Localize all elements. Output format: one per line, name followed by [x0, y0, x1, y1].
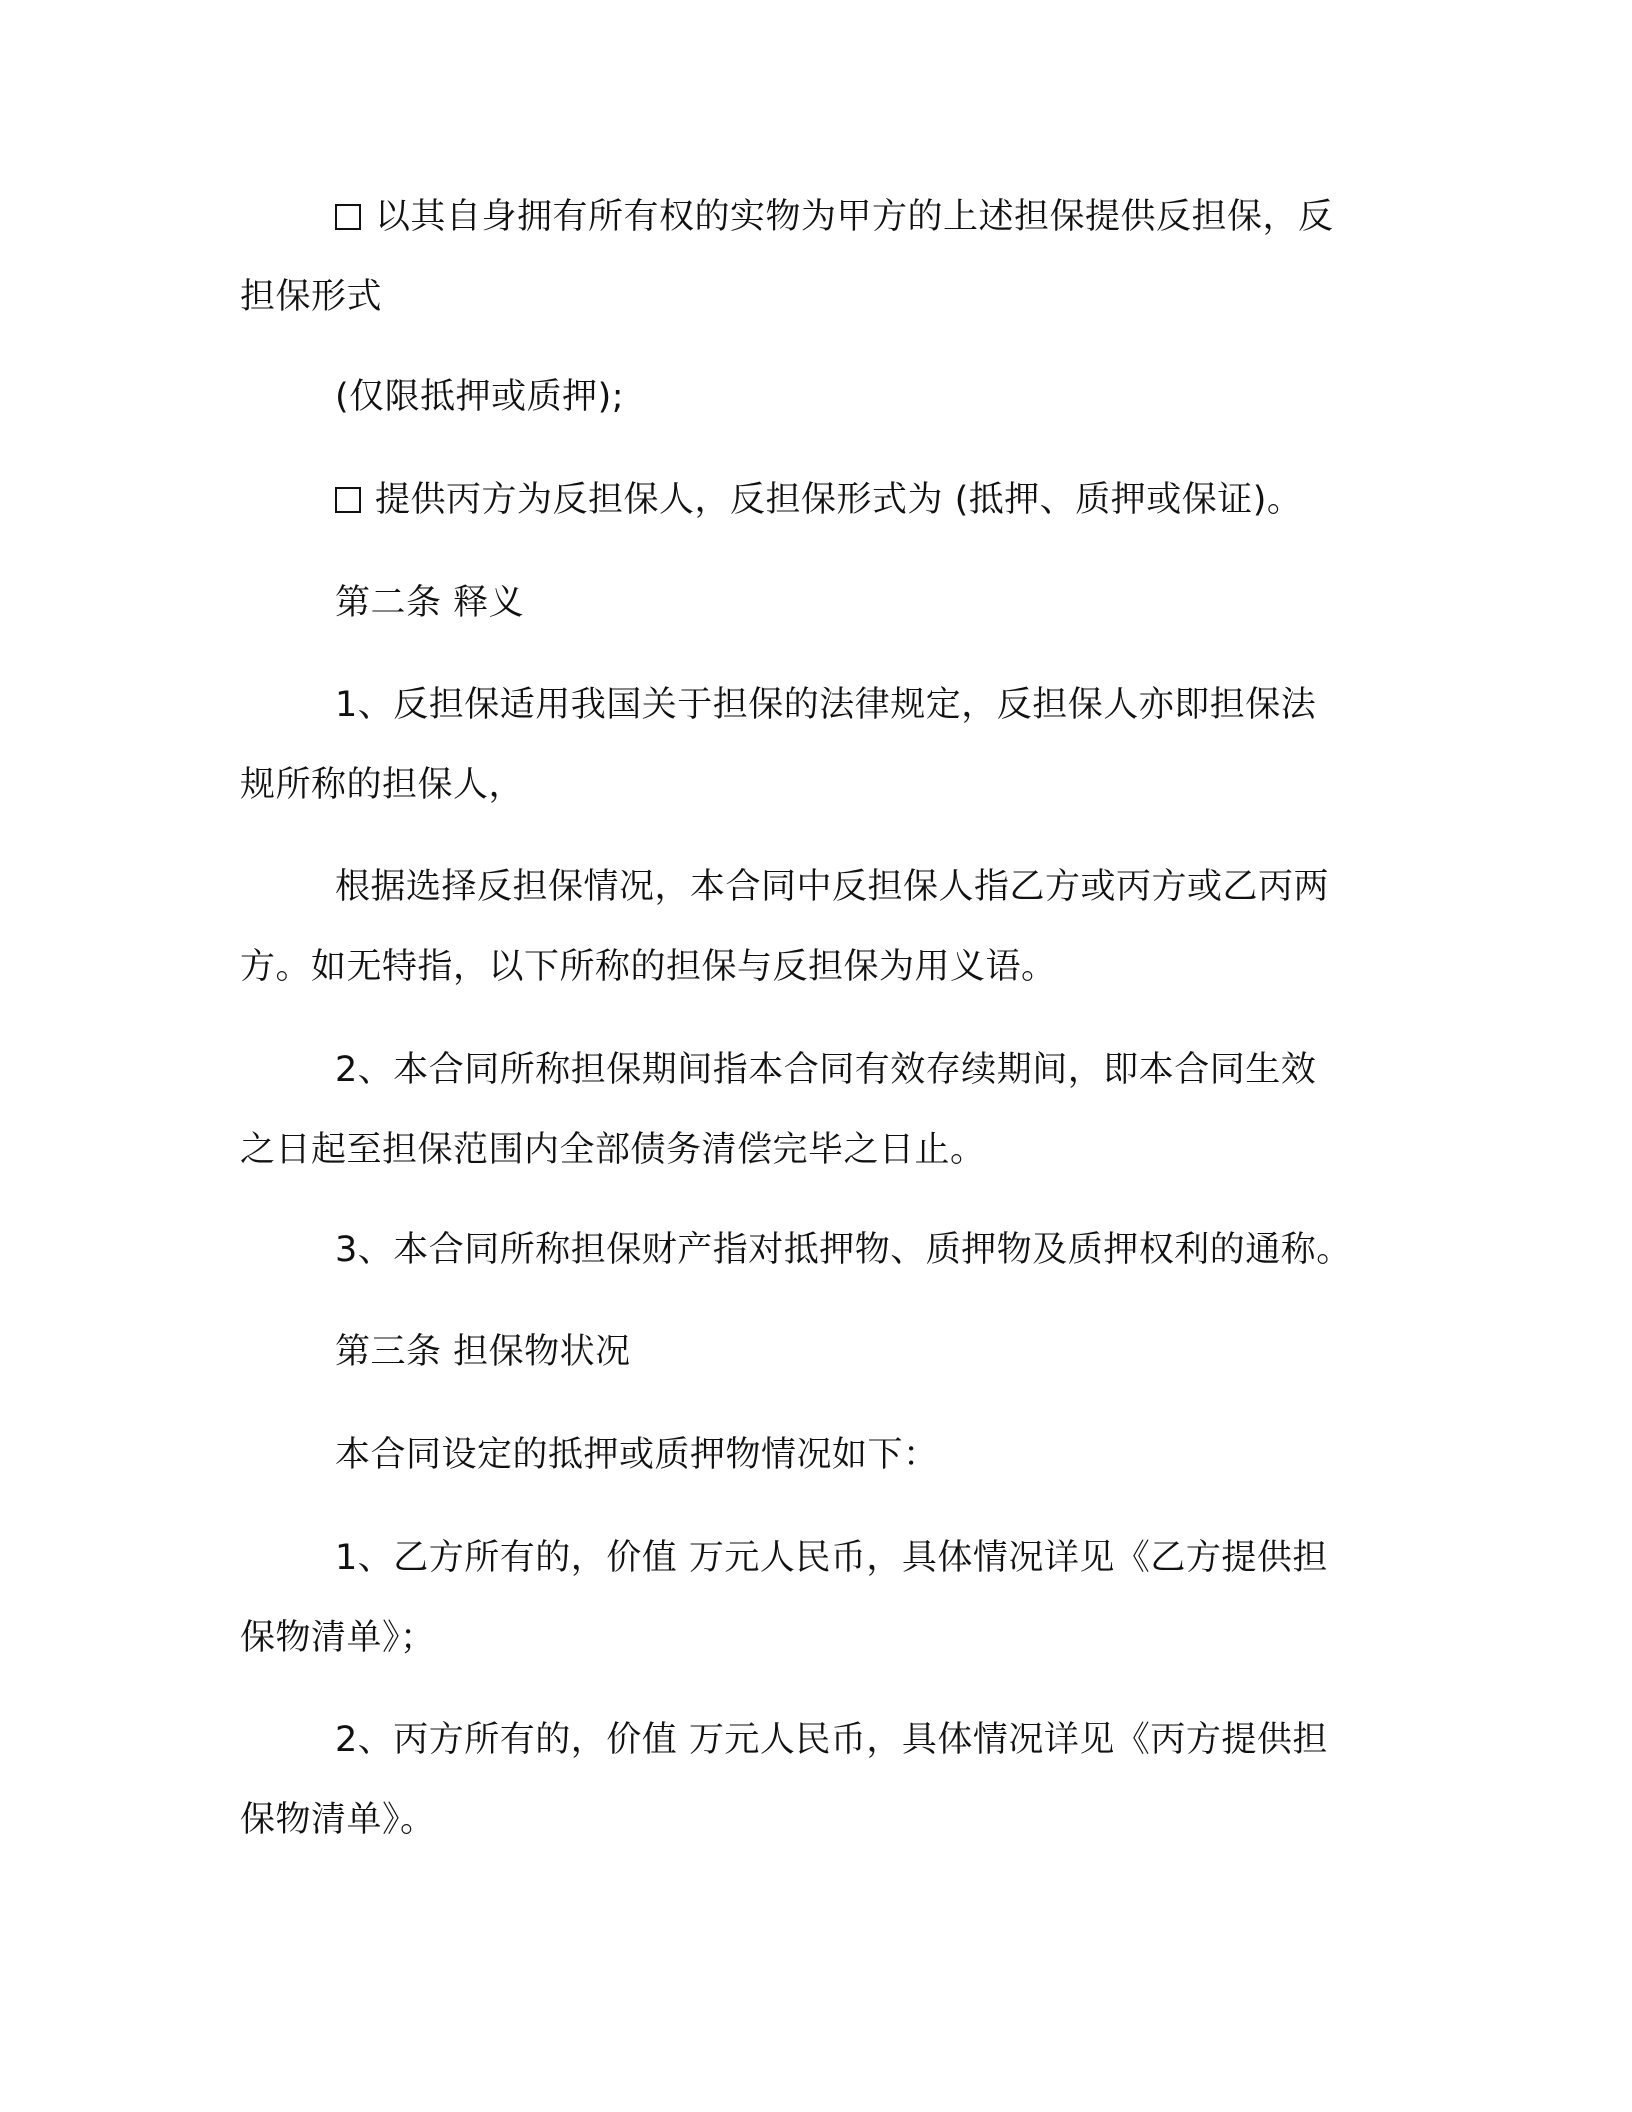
paragraph-line: 方。如无特指，以下所称的担保与反担保为用义语。 — [240, 947, 1057, 987]
paragraph-line: 保物清单》； — [240, 1618, 436, 1658]
article-heading-definitions: 第二条 释义 — [335, 583, 525, 623]
paragraph-collateral-party-c — [240, 1700, 1390, 1860]
checkbox-third-party[interactable] — [335, 487, 361, 513]
paragraph-guarantor-selection — [240, 847, 1390, 1007]
paragraph-text: 提供丙方为反担保人，反担保形式为 (抵押、质押或保证)。 — [375, 480, 1303, 520]
paragraph-definition-1 — [240, 665, 1390, 825]
paragraph-definition-3: 3、本合同所称担保财产指对抵押物、质押物及质押权利的通称。 — [335, 1230, 1352, 1270]
article-heading-collateral: 第三条 担保物状况 — [335, 1332, 631, 1372]
paragraph-collateral-intro: 本合同设定的抵押或质押物情况如下： — [335, 1435, 939, 1475]
paragraph-definition-2 — [240, 1030, 1390, 1190]
paragraph-line: 2、丙方所有的，价值 万元人民币，具体情况详见《丙方提供担 — [335, 1720, 1328, 1760]
paragraph-counter-guarantee-own-property — [240, 177, 1390, 337]
paragraph-line: 规所称的担保人， — [240, 765, 525, 805]
paragraph-line: 保物清单》。 — [240, 1800, 436, 1840]
paragraph-line: 2、本合同所称担保期间指本合同有效存续期间，即本合同生效 — [335, 1050, 1317, 1090]
checkbox-own-property[interactable] — [335, 204, 361, 230]
paragraph-line: 1、乙方所有的，价值 万元人民币，具体情况详见《乙方提供担 — [335, 1538, 1328, 1578]
paragraph-line: 1、反担保适用我国关于担保的法律规定，反担保人亦即担保法 — [335, 685, 1317, 725]
paragraph-line — [240, 177, 1390, 257]
paragraph-mortgage-pledge-limit: (仅限抵押或质押); — [335, 377, 625, 417]
paragraph-line: 担保形式 — [240, 277, 383, 317]
paragraph-collateral-party-b — [240, 1518, 1390, 1678]
paragraph-third-party-guarantor — [335, 460, 1302, 540]
paragraph-line: 之日起至担保范围内全部债务清偿完毕之日止。 — [240, 1130, 986, 1170]
paragraph-line: 根据选择反担保情况，本合同中反担保人指乙方或丙方或乙丙两 — [335, 867, 1330, 907]
paragraph-text: 以其自身拥有所有权的实物为甲方的上述担保提供反担保，反 — [375, 197, 1334, 237]
